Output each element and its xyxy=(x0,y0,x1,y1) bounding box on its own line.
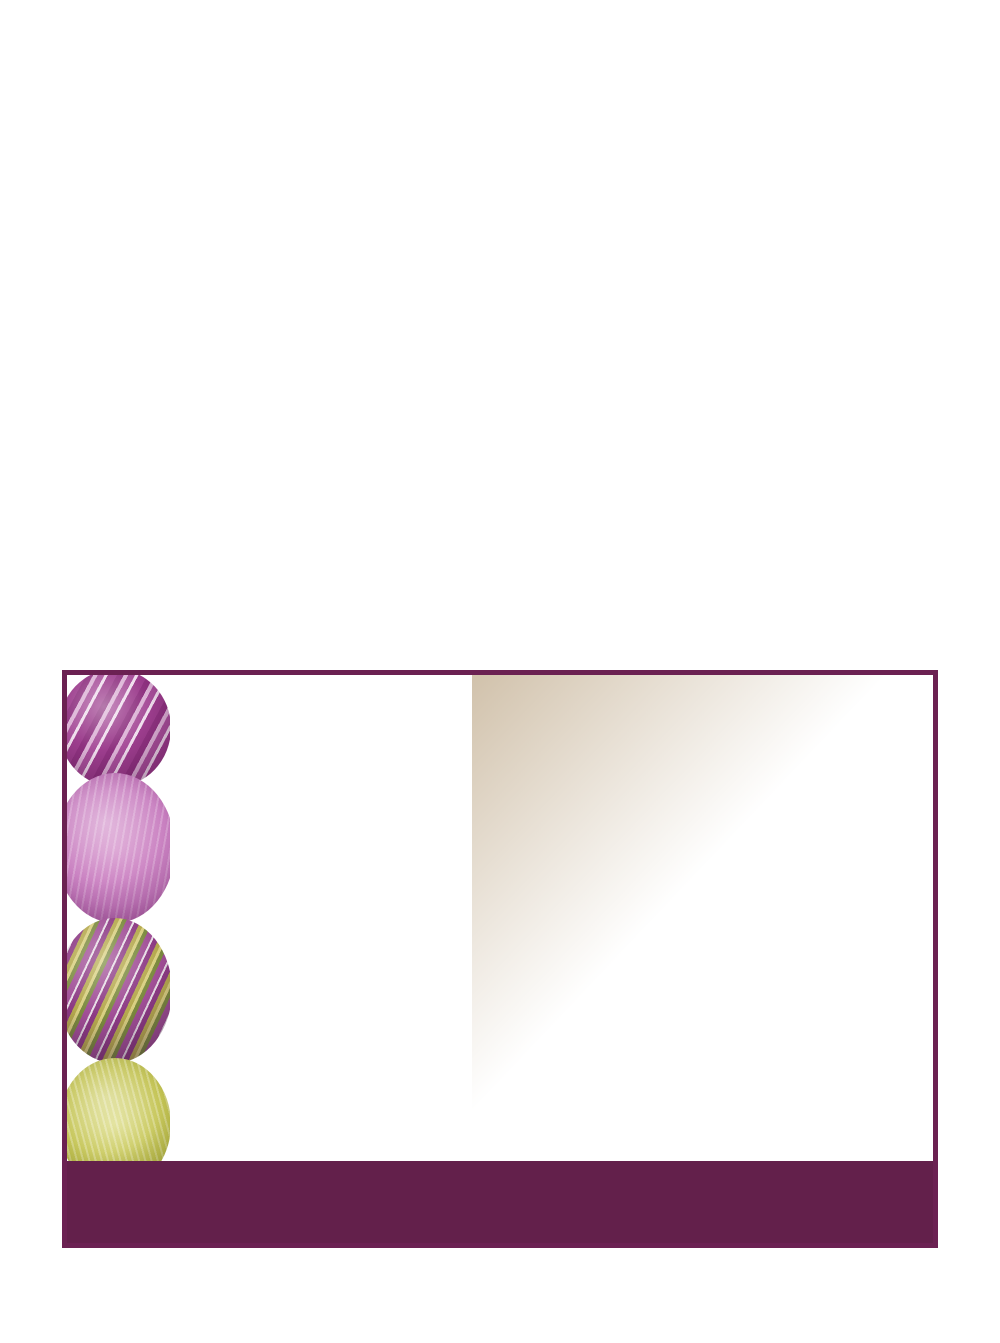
doily-photo xyxy=(472,675,933,1161)
ad-body xyxy=(67,675,933,1161)
ad-text-panel xyxy=(170,675,472,1161)
yarn-ball-orchid xyxy=(67,773,170,923)
yarn-balls-photo xyxy=(67,675,170,1161)
ad-banner xyxy=(67,1161,933,1243)
lizbeth-thread-ad xyxy=(62,670,938,1248)
yarn-ball-chartreuse xyxy=(67,1058,170,1161)
pattern-text-columns xyxy=(62,79,922,669)
doily-photo-graphic xyxy=(472,675,933,1161)
pattern-column-3 xyxy=(648,79,922,669)
pattern-column-2 xyxy=(355,79,629,669)
yarn-ball-variegated-purple xyxy=(67,675,170,787)
yarn-ball-variegated-olive xyxy=(67,918,170,1063)
pattern-column-1 xyxy=(62,79,336,669)
